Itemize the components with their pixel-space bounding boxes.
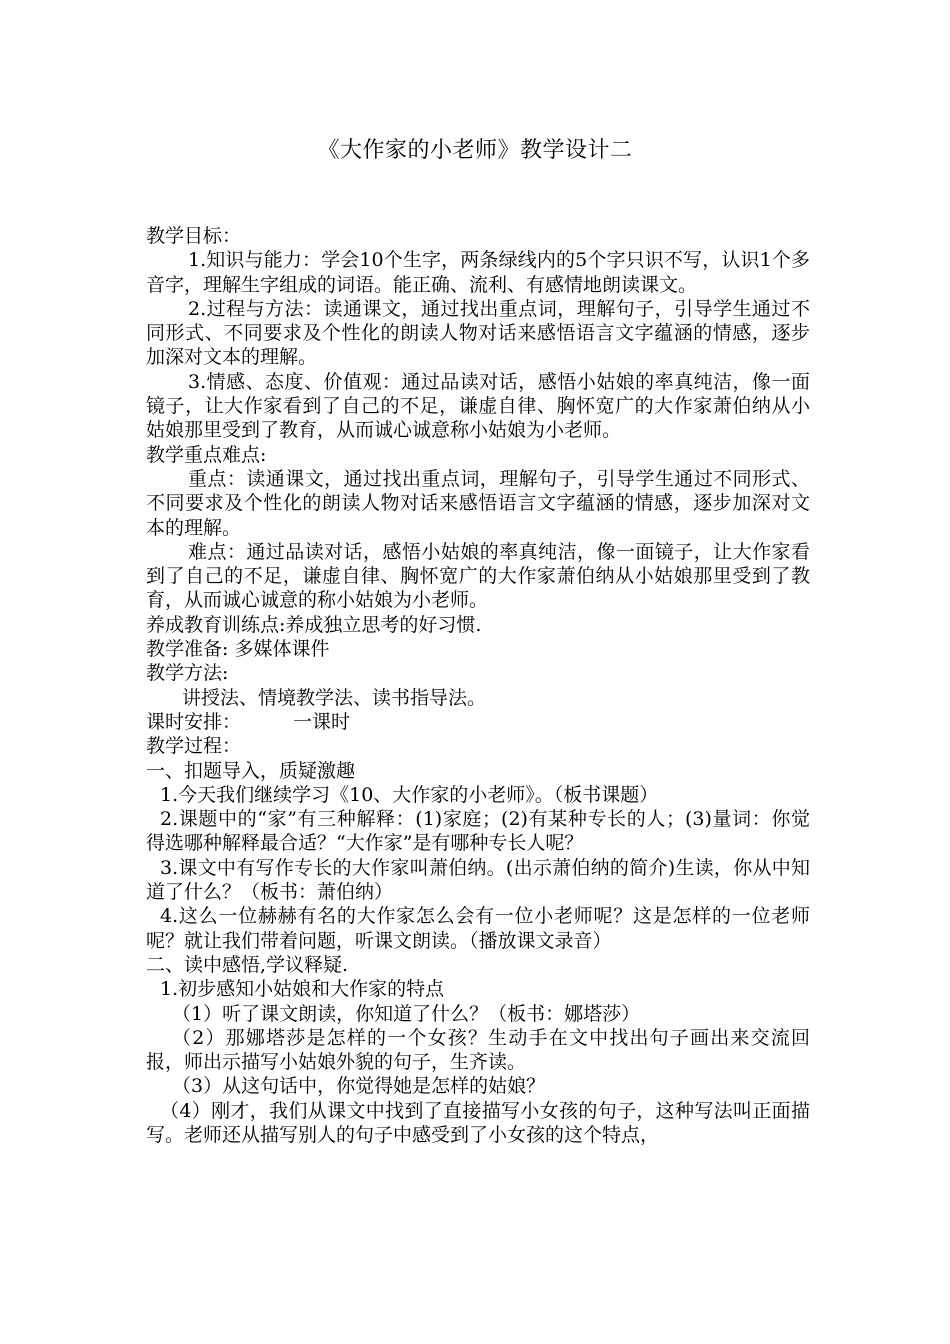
s2-sub-4: （4）刚才，我们从课文中找到了直接描写小女孩的句子，这种写法叫正面描写。老师还从描写别人的句子中感受到了小女孩的这个特点， (146, 1099, 810, 1146)
page-title: 《大作家的小老师》教学设计二 (317, 138, 633, 163)
methods: 讲授法、情境教学法、读书指导法。 (182, 686, 487, 709)
schedule-value: 一课时 (293, 710, 351, 733)
habit-training: 养成教育训练点:养成独立思考的好习惯. (146, 613, 482, 636)
difficult-point: 难点：通过品读对话，感悟小姑娘的率真纯洁，像一面镜子，让大作家看到了自己的不足，谦虚自律、胸怀宽广的大作家萧伯纳从小姑娘那里受到了教育，从而诚心诚意的称小姑娘为小老师。 (146, 540, 810, 612)
objective-1: 1.知识与能力：学会10个生字，两条绿线内的5个字只识不写，认识1个多音字，理解生字组成的词语。能正确、流利、有感情地朗读课文。 (146, 249, 810, 296)
preparation: 教学准备: 多媒体课件 (146, 638, 330, 661)
objective-2: 2.过程与方法：读通课文，通过找出重点词，理解句子，引导学生通过不同形式、不同要求及个性化的朗读人物对话来感悟语言文字蕴涵的情感，逐步加深对文本的理解。 (146, 297, 810, 369)
s1-item-1: 1.今天我们继续学习《10、大作家的小老师》。（板书课题） (160, 783, 659, 806)
s1-item-3: 3.课文中有写作专长的大作家叫萧伯纳。(出示萧伯纳的简介)生读，你从中知道了什么？（板书：萧伯纳） (146, 856, 810, 904)
s2-sub-2: （2）那娜塔莎是怎样的一个女孩？生动手在文中找出句子画出来交流回报，师出示描写小姑娘外貌的句子，生齐读。 (146, 1026, 810, 1074)
schedule-line (146, 710, 810, 734)
section-2-heading: 二、读中感悟,学议释疑. (146, 953, 349, 976)
methods-heading: 教学方法: (146, 662, 229, 685)
schedule-label: 课时安排： (146, 710, 242, 733)
s1-item-2: 2.课题中的“家”有三种解释：(1)家庭；(2)有某种专长的人；(3)量词：你觉得选哪种解释最合适？“大作家”是有哪种专长人呢？ (146, 808, 810, 855)
key-points-heading: 教学重点难点: (146, 443, 267, 466)
process-heading: 教学过程： (146, 735, 242, 758)
document-body (146, 224, 810, 1147)
s1-item-4: 4.这么一位赫赫有名的大作家怎么会有一位小老师呢？这是怎样的一位老师呢？就让我们带着问题，听课文朗读。（播放课文录音） (146, 905, 810, 952)
objectives-heading: 教学目标： (146, 225, 242, 247)
s2-sub-1: （1）听了课文朗读，你知道了什么？（板书：娜塔莎） (172, 1002, 641, 1025)
objective-3: 3.情感、态度、价值观：通过品读对话，感悟小姑娘的率真纯洁，像一面镜子，让大作家看到了自己的不足，谦虚自律、胸怀宽广的大作家萧伯纳从小姑娘那里受到了教育，从而诚心诚意称小姑娘为小老师。 (146, 370, 810, 442)
s2-item-1: 1.初步感知小姑娘和大作家的特点 (160, 978, 445, 1001)
section-1-heading: 一、扣题导入，质疑激趣 (146, 759, 356, 782)
key-point: 重点：读通课文，通过找出重点词，理解句子，引导学生通过不同形式、不同要求及个性化的朗读人物对话来感悟语言文字蕴涵的情感，逐步加深对文本的理解。 (146, 467, 810, 539)
s2-sub-3: （3）从这句话中，你觉得她是怎样的姑娘？ (172, 1075, 546, 1098)
